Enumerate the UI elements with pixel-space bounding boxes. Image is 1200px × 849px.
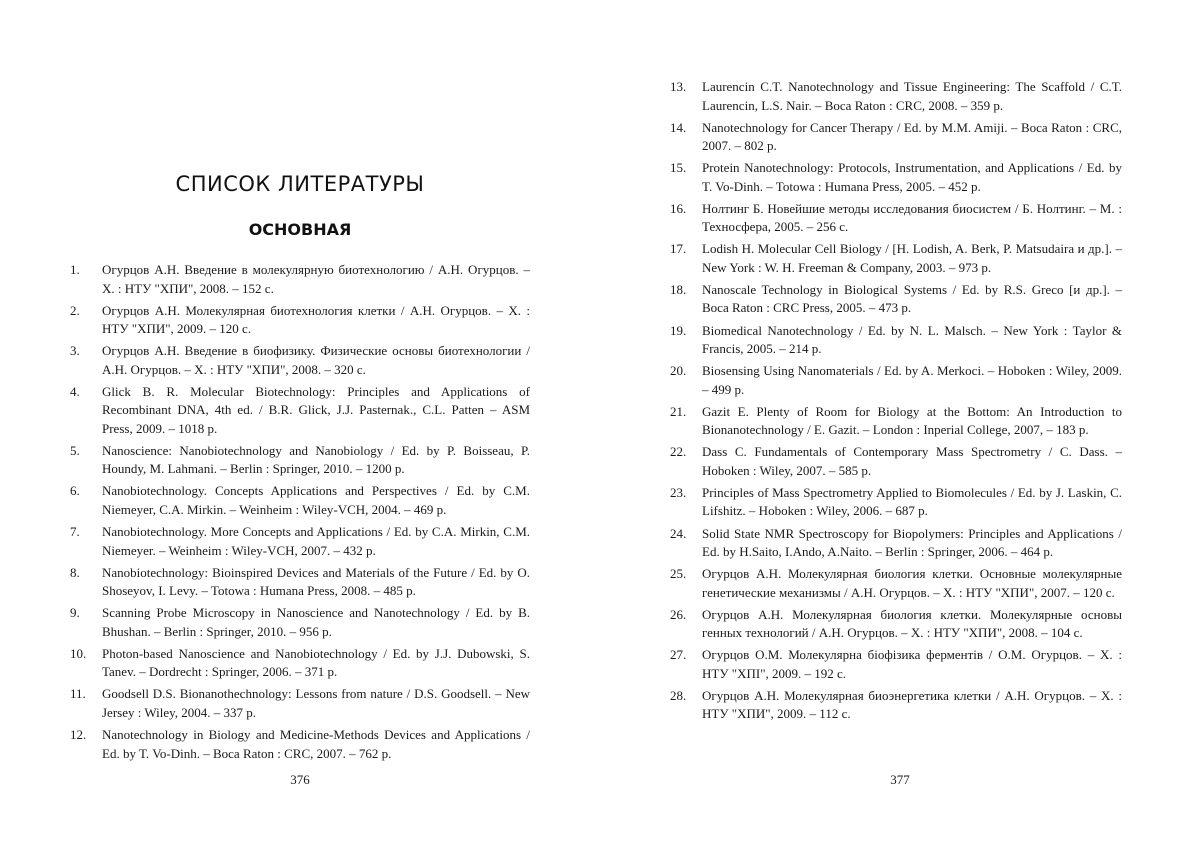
reference-text: Biosensing Using Nanomaterials / Ed. by A. Merkoci. – Hoboken : Wiley, 2009. – 499 p. [702,363,1122,397]
reference-text: Solid State NMR Spectroscopy for Biopolymers: Principles and Applications / Ed. by H.Saito, I.Ando, A.Naito. – Berlin : Springer, 2006. – 464 p. [702,525,1122,560]
reference-number: 11. [70,686,86,702]
page-number: 377 [890,772,910,787]
reference-text: Nanobiotechnology. Concepts Applications and Perspectives / Ed. by C.M. Niemeyer, C.A. Mirkin. – Weinheim : Wiley-VCH, 2004. – 469 p. [102,483,530,517]
reference-item [670,443,1122,480]
reference-text: Nanoscale Technology in Biological Systems / Ed. by R.S. Greco [и др.]. – Boca Raton : CRC Press, 2005. – 473 p. [702,281,1122,316]
reference-number: 17. [670,241,687,257]
reference-text: Nanotechnology for Cancer Therapy / Ed. by M.M. Amiji. – Boca Raton : CRC, 2007. – 802 p. [702,119,1122,154]
reference-item [670,362,1122,399]
reference-number: 7. [70,524,80,540]
reference-text: Scanning Probe Microscopy in Nanoscience and Nanotechnology / Ed. by B. Bhushan. – Berlin : Springer, 2010. – 956 p. [102,605,530,639]
reference-text: Goodsell D.S. Bionanothechnology: Lessons from nature / D.S. Goodsell. – New Jersey : Wiley, 2004. – 337 p. [102,686,530,720]
reference-text: Огурцов А.Н. Введение в молекулярную биотехнологию / А.Н. Огурцов. – Х. : НТУ "ХПИ", 2008. – 152 с. [102,262,530,296]
reference-text: Огурцов А.Н. Молекулярная биология клетки. Молекулярные основы генных технологий / А.Н. Огурцов. – Х. : НТУ "ХПИ", 2008. – 104 с. [702,606,1122,641]
reference-number: 28. [670,687,687,703]
reference-number: 1. [70,262,80,277]
page-number: 376 [290,772,310,787]
reference-item [670,281,1122,318]
reference-text: Gazit E. Plenty of Room for Biology at the Bottom: An Introduction to Bionanotechnology / E. Gazit. – London : Inperial College, 2007, – 183 p. [702,403,1122,438]
reference-item [70,685,530,722]
reference-text: Огурцов А.Н. Молекулярная биология клетки. Основные молекулярные генетические механизмы / А.Н. Огурцов. – Х. : НТУ "ХПИ", 2007. – 120 с. [702,566,1122,600]
reference-number: 2. [70,302,80,318]
reference-text: Glick B. R. Molecular Biotechnology: Principles and Applications of Recombinant DNA, 4th ed. / B.R. Glick, J.J. Pasternak., C.L. Patten – ASM Press, 2009. – 1018 p. [102,383,530,436]
reference-item [670,240,1122,277]
reference-item [670,119,1122,156]
reference-list-right [670,78,1122,728]
reference-number: 22. [670,444,687,460]
reference-number: 9. [70,605,80,621]
reference-item [670,200,1122,237]
reference-number: 25. [670,566,687,582]
reference-item [70,442,530,479]
reference-item [670,78,1122,115]
reference-number: 15. [670,160,687,176]
reference-item [70,523,530,560]
reference-number: 23. [670,484,687,500]
reference-number: 3. [70,343,80,359]
reference-number: 20. [670,363,687,379]
reference-number: 19. [670,322,687,338]
reference-text: Nanoscience: Nanobiotechnology and Nanobiology / Ed. by P. Boisseau, P. Houndy, M. Lahmani. – Berlin : Springer, 2010. – 1200 p. [102,442,530,477]
reference-number: 4. [70,383,80,399]
reference-number: 16. [670,200,687,216]
reference-item [70,261,530,298]
reference-number: 8. [70,564,80,580]
reference-number: 14. [670,119,687,135]
reference-number: 6. [70,483,80,499]
reference-number: 10. [70,645,87,661]
reference-text: Biomedical Nanotechnology / Ed. by N. L. Malsch. – New York : Taylor & Francis, 2005. – 214 p. [702,322,1122,357]
reference-text: Огурцов А.Н. Молекулярная биотехнология клетки / А.Н. Огурцов. – Х. : НТУ "ХПИ", 2009. – 120 с. [102,302,530,337]
bibliography-title: СПИСОК ЛИТЕРАТУРЫ [175,172,425,196]
reference-text: Нолтинг Б. Новейшие методы исследования биосистем / Б. Нолтинг. – М. : Техносфера, 2005. – 256 с. [702,200,1122,235]
reference-number: 18. [670,281,687,297]
reference-item [670,646,1122,683]
reference-text: Nanotechnology in Biology and Medicine-Methods Devices and Applications / Ed. by T. Vo-Dinh. – Boca Raton : CRC, 2007. – 762 p. [102,727,530,761]
reference-text: Nanobiotechnology. More Concepts and Applications / Ed. by C.A. Mirkin, C.M. Niemeyer. – Weinheim : Wiley-VCH, 2007. – 432 p. [102,524,530,558]
reference-number: 5. [70,442,80,458]
reference-item [70,645,530,682]
reference-text: Principles of Mass Spectrometry Applied to Biomolecules / Ed. by J. Laskin, C. Lifshitz. – Hoboken : Wiley, 2006. – 687 p. [702,484,1122,519]
reference-item [670,565,1122,602]
reference-number: 13. [670,79,687,94]
reference-item [70,482,530,519]
reference-item [670,606,1122,643]
section-subtitle: ОСНОВНАЯ [248,220,352,239]
reference-text: Огурцов А.Н. Введение в биофизику. Физические основы биотехнологии / А.Н. Огурцов. – Х. : НТУ "ХПИ", 2008. – 320 с. [102,343,530,377]
reference-item [70,564,530,601]
reference-text: Photon-based Nanoscience and Nanobiotechnology / Ed. by J.J. Dubowski, S. Tanev. – Dordrecht : Springer, 2006. – 371 p. [102,645,530,680]
reference-text: Dass C. Fundamentals of Contemporary Mass Spectrometry / C. Dass. – Hoboken : Wiley, 2007. – 585 p. [702,444,1122,478]
reference-number: 24. [670,525,687,541]
reference-item [670,159,1122,196]
reference-number: 12. [70,727,87,743]
reference-text: Nanobiotechnology: Bioinspired Devices and Materials of the Future / Ed. by O. Shoseyov, I. Levy. – Totowa : Humana Press, 2008. – 485 p. [102,564,530,599]
reference-number: 26. [670,606,687,622]
reference-item [670,403,1122,440]
reference-item [70,726,530,763]
reference-number: 21. [670,403,687,419]
reference-text: Огурцов О.М. Молекулярна біофізика ферментів / О.М. Огурцов. – Х. : НТУ "ХПІ", 2009. – 192 с. [702,647,1122,681]
reference-list-left [70,261,530,767]
reference-item [70,604,530,641]
reference-item [670,525,1122,562]
reference-number: 27. [670,647,687,663]
reference-text: Laurencin C.T. Nanotechnology and Tissue Engineering: The Scaffold / C.T. Laurencin, L.S. Nair. – Boca Raton : CRC, 2008. – 359 p. [702,79,1122,113]
reference-text: Lodish H. Molecular Cell Biology / [H. Lodish, A. Berk, P. Matsudaira и др.]. – New York : W. H. Freeman & Company, 2003. – 973 p. [702,241,1122,275]
reference-item [670,322,1122,359]
reference-text: Огурцов А.Н. Молекулярная биоэнергетика клетки / А.Н. Огурцов. – Х. : НТУ "ХПИ", 2009. – 112 с. [702,687,1122,722]
reference-item [670,687,1122,724]
reference-item [70,383,530,439]
reference-text: Protein Nanotechnology: Protocols, Instrumentation, and Applications / Ed. by T. Vo-Dinh. – Totowa : Humana Press, 2005. – 452 p. [702,160,1122,194]
reference-item [70,302,530,339]
right-page [600,0,1200,849]
reference-item [70,342,530,379]
reference-item [670,484,1122,521]
